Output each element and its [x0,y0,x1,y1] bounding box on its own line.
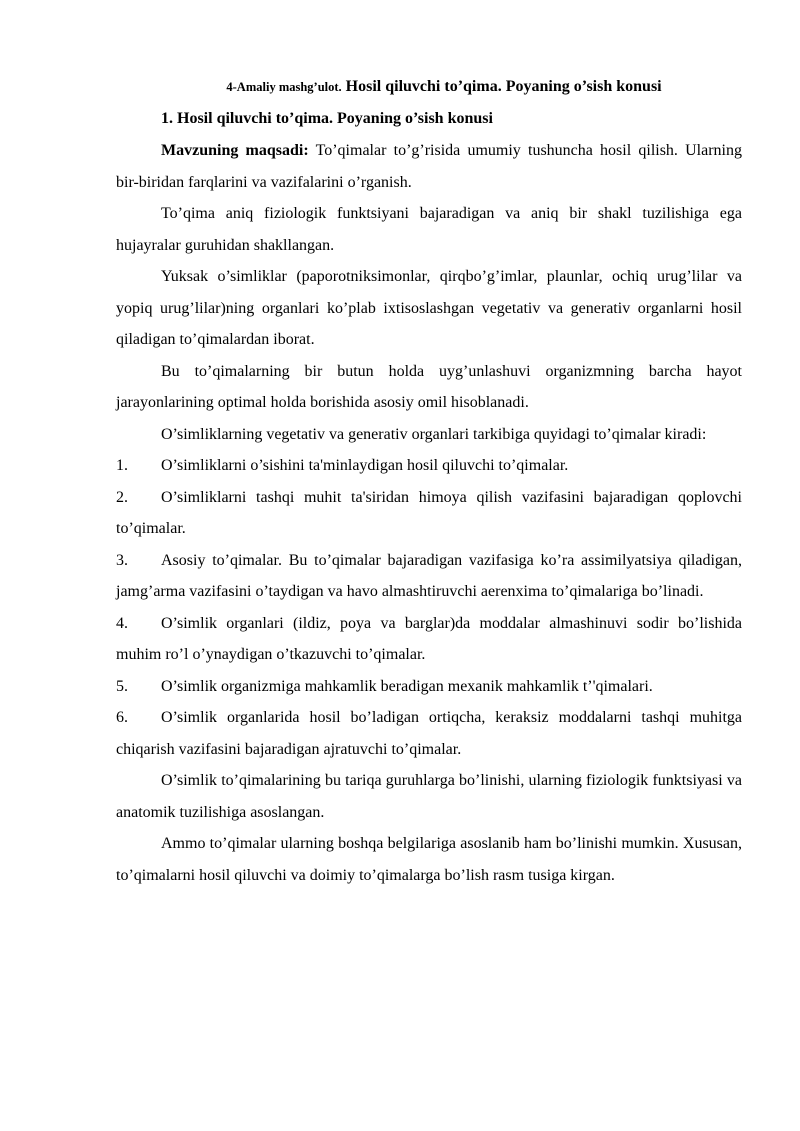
paragraph: Ammo to’qimalar ularning boshqa belgilariga asoslanib ham bo’linishi mumkin. Xususan, to’qimalarni hosil qiluvchi va doimiy to’qimalarga bo’lish rasm tusiga kirgan. [116,835,742,884]
list-item [116,482,742,545]
list-item [116,671,742,703]
objective-paragraph [116,135,742,198]
list-item [116,545,742,608]
objective-label: Mavzuning maqsadi: [161,142,309,159]
list-item-text: O’simliklarni o’sishini ta'minlaydigan hosil qiluvchi to’qimalar. [161,457,569,474]
paragraph: O’simlik to’qimalarining bu tariqa guruhlarga bo’linishi, ularning fiziologik funktsiyasi va anatomik tuzilishiga asoslangan. [116,772,742,821]
list-item-number: 3. [116,551,128,569]
page-title [116,74,742,100]
list-item-text: O’simlik organizmiga mahkamlik beradigan mexanik mahkamlik t’'qimalari. [161,677,653,695]
list-item [116,608,742,671]
list-item-text: O’simliklarni tashqi muhit ta'siridan himoya qilish vazifasini bajaradigan qoplovchi to’qimalar. [116,488,742,537]
list-item-text: O’simlik organlarida hosil bo’ladigan ortiqcha, keraksiz moddalarni tashqi muhitga chiqarish vazifasini bajaradigan ajratuvchi to’qimalar. [116,709,742,758]
list-item [116,450,742,482]
objective-text: To’qimalar to’g’risida umumiy tushuncha hosil qilish. Ularning bir-biridan farqlarini va vazifalarini o’rganish. [116,142,743,191]
paragraph: Yuksak o’simliklar (paporotniksimonlar, qirqbo’g’imlar, plaunlar, ochiq urug’lilar va yopiq urug’lilar)ning organlari ko’plab ixtisoslashgan vegetativ va generativ organlarni hosil qiladigan to’qimalardan iborat. [116,268,742,348]
title-main: Hosil qiluvchi to’qima. Poyaning o’sish konusi [345,78,662,95]
section-heading: 1. Hosil qiluvchi to’qima. Poyaning o’sish konusi [161,110,493,127]
list-item-number: 1. [116,457,128,474]
list-item-number: 2. [116,488,128,506]
paragraph: O’simliklarning vegetativ va generativ organlari tarkibiga quyidagi to’qimalar kiradi: [161,425,707,443]
paragraph: Bu to’qimalarning bir butun holda uyg’unlashuvi organizmning barcha hayot jarayonlarining optimal holda borishida asosiy omil hisoblanadi. [116,362,742,411]
list-item [116,702,742,765]
list-item-number: 4. [116,614,128,632]
paragraph: To’qima aniq fiziologik funktsiyani bajaradigan va aniq bir shakl tuzilishiga ega hujayralar guruhidan shakllangan. [116,205,742,254]
title-prefix: 4-Amaliy mashg’ulot. [226,80,342,94]
list-item-number: 5. [116,677,128,695]
list-item-text: O’simlik organlari (ildiz, poya va barglar)da moddalar almashinuvi sodir bo’lishida muhim ro’l o’ynaydigan o’tkazuvchi to’qimalar. [116,614,742,663]
document-body [116,74,742,891]
list-item-number: 6. [116,709,128,726]
list-item-text: Asosiy to’qimalar. Bu to’qimalar bajaradigan vazifasiga ko’ra assimilyatsiya qiladigan, jamg’arma vazifasini o’taydigan va havo almashtiruvchi aerenxima to’qimalariga bo’linadi. [116,551,742,600]
